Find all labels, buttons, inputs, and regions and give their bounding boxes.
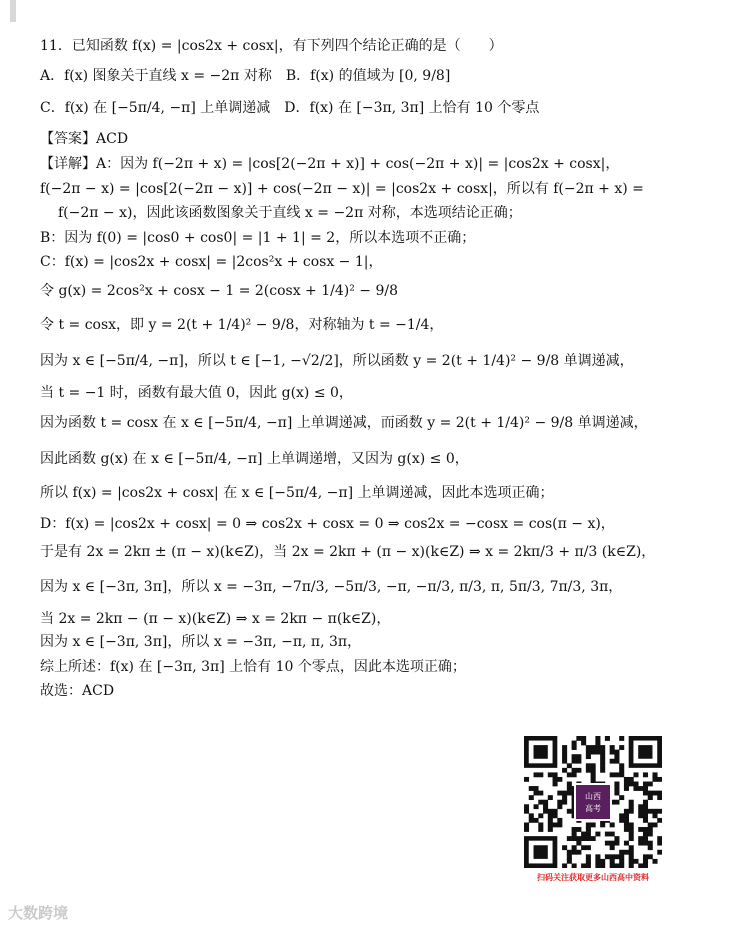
option-ab-line: A．f(x) 图象关于直线 x = −2π 对称 B．f(x) 的值域为 [0, 9/8] — [40, 68, 451, 84]
option-cd-line: C．f(x) 在 [−5π/4, −π] 上单调递减 D．f(x) 在 [−3π, 3π] 上恰有 10 个零点 — [40, 100, 540, 116]
conclusion-line: 故选：ACD — [40, 683, 115, 699]
explanation-line: 因为函数 t = cosx 在 x ∈ [−5π/4, −π] 上单调递减，而函数 y = 2(t + 1/4)² − 9/8 单调递减， — [40, 415, 648, 431]
explanation-line: 令 g(x) = 2cos²x + cosx − 1 = 2(cosx + 1/4)² − 9/8 — [40, 283, 398, 299]
explanation-line: 因为 x ∈ [−3π, 3π]，所以 x = −3π, −7π/3, −5π/3, −π, −π/3, π/3, π, 5π/3, 7π/3, 3π， — [40, 579, 623, 595]
qr-code-block — [524, 736, 662, 883]
explanation-line: 【详解】A：因为 f(−2π + x) = |cos[2(−2π + x)] + cos(−2π + x)| = |cos2x + cosx|， — [40, 156, 620, 172]
explanation-line: 所以 f(x) = |cos2x + cosx| 在 x ∈ [−5π/4, −π] 上单调递减，因此本选项正确； — [40, 485, 554, 501]
explanation-line: 因为 x ∈ [−3π, 3π]，所以 x = −3π, −π, π, 3π， — [40, 634, 362, 650]
qr-code-image — [524, 736, 662, 868]
corner-mark — [10, 0, 16, 22]
explanation-line: 于是有 2x = 2kπ ± (π − x)(k∈Z)，当 2x = 2kπ + (π − x)(k∈Z) ⇒ x = 2kπ/3 + π/3 (k∈Z)， — [40, 544, 656, 560]
qr-caption: 扫码关注获取更多山西高中资料 — [537, 873, 649, 882]
watermark-logo: 大数跨境 — [8, 904, 69, 922]
explanation-line: C：f(x) = |cos2x + cosx| = |2cos²x + cosx − 1|， — [40, 254, 383, 270]
explanation-line: 因为 x ∈ [−5π/4, −π]，所以 t ∈ [−1, −√2/2]，所以函数 y = 2(t + 1/4)² − 9/8 单调递减， — [40, 353, 634, 369]
explanation-line: 当 2x = 2kπ − (π − x)(k∈Z) ⇒ x = 2kπ − π(k∈Z)， — [40, 611, 391, 627]
answer-line: 【答案】ACD — [40, 131, 129, 147]
explanation-line: 综上所述：f(x) 在 [−3π, 3π] 上恰有 10 个零点，因此本选项正确； — [40, 659, 466, 675]
explanation-line: B：因为 f(0) = |cos0 + cos0| = |1 + 1| = 2，所以本选项不正确； — [40, 230, 476, 246]
explanation-line: f(−2π − x) = |cos[2(−2π − x)] + cos(−2π − x)| = |cos2x + cosx|，所以有 f(−2π + x) = — [40, 181, 644, 197]
explanation-line: D：f(x) = |cos2x + cosx| = 0 ⇒ cos2x + cosx = 0 ⇒ cos2x = −cosx = cos(π − x)， — [40, 516, 615, 532]
explanation-line: 当 t = −1 时，函数有最大值 0，因此 g(x) ≤ 0， — [40, 385, 353, 401]
explanation-line: 因此函数 g(x) 在 x ∈ [−5π/4, −π] 上单调递增，又因为 g(x) ≤ 0， — [40, 451, 469, 467]
question-line: 11．已知函数 f(x) = |cos2x + cosx|，有下列四个结论正确的是（ ） — [40, 38, 503, 54]
explanation-line: f(−2π − x)，因此该函数图象关于直线 x = −2π 对称，本选项结论正确； — [58, 205, 522, 221]
qr-logo: 山西 高考 — [574, 783, 612, 821]
explanation-line: 令 t = cosx，即 y = 2(t + 1/4)² − 9/8，对称轴为 t = −1/4， — [40, 317, 444, 333]
